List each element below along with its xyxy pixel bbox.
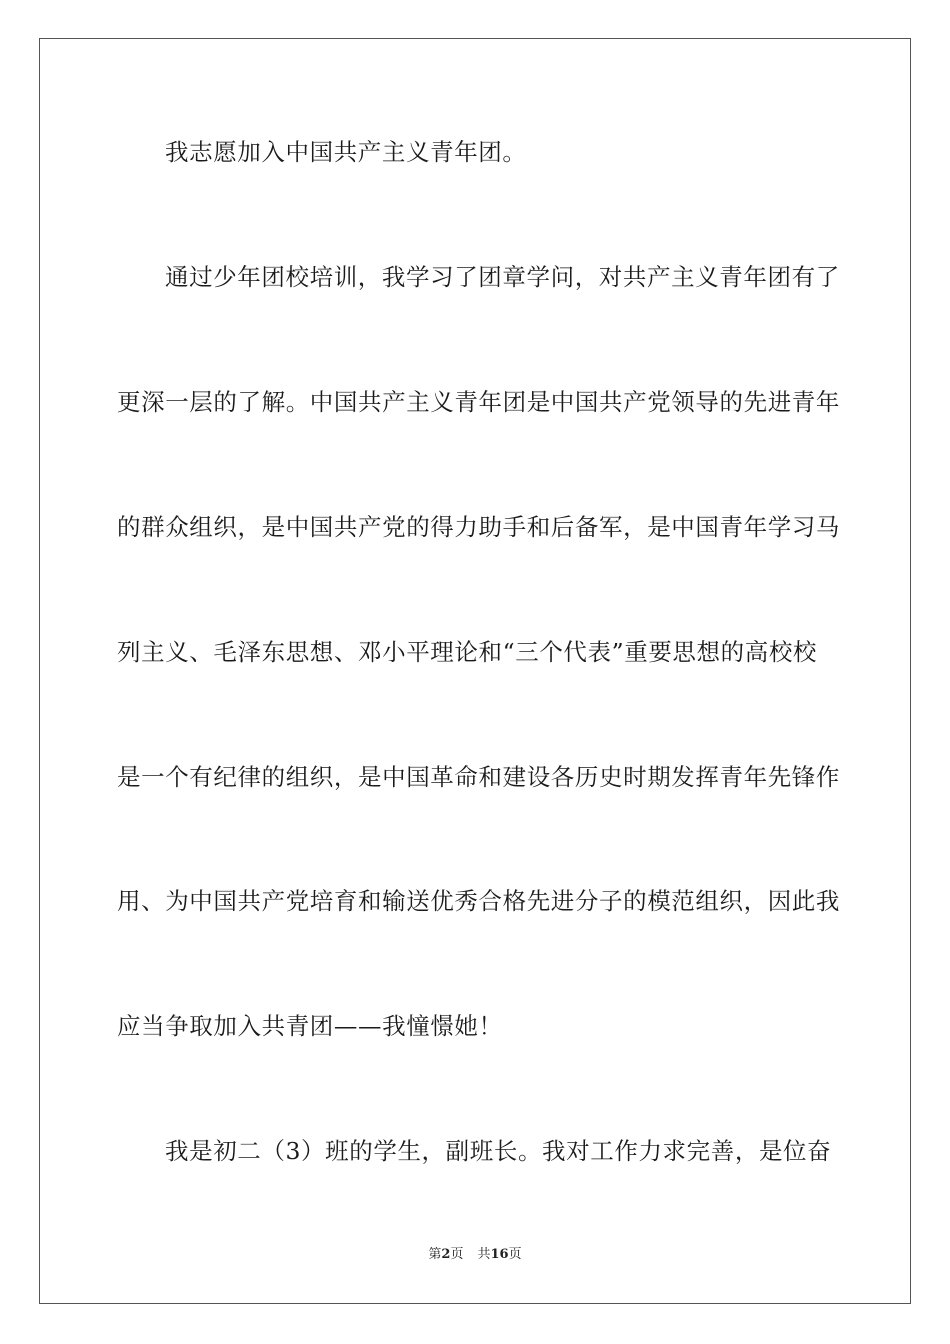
footer-total-prefix: 共 <box>477 1247 491 1262</box>
footer-page-suffix: 页 <box>450 1247 464 1262</box>
footer-page-number: 2 <box>441 1247 451 1262</box>
footer-total-suffix: 页 <box>508 1247 522 1262</box>
paragraph-line-1: 我志愿加入中国共产主义青年团。 <box>165 138 527 166</box>
paragraph-line-9: 我是初二（3）班的学生，副班长。我对工作力求完善，是位奋 <box>165 1137 832 1165</box>
paragraph-line-5: 列主义、毛泽东思想、邓小平理论和“三个代表”重要思想的高校校 <box>117 638 818 666</box>
footer-page-prefix: 第 <box>428 1247 442 1262</box>
paragraph-line-3: 更深一层的了解。中国共产主义青年团是中国共产党领导的先进青年 <box>117 388 840 416</box>
paragraph-line-8: 应当争取加入共青团——我憧憬她！ <box>117 1012 503 1040</box>
paragraph-line-7: 用、为中国共产党培育和输送优秀合格先进分子的模范组织，因此我 <box>117 887 840 915</box>
page-border <box>39 38 911 1304</box>
paragraph-line-2: 通过少年团校培训，我学习了团章学问，对共产主义青年团有了 <box>165 263 840 291</box>
paragraph-line-6: 是一个有纪律的组织，是中国革命和建设各历史时期发挥青年先锋作 <box>117 763 840 791</box>
footer-total-pages: 16 <box>490 1247 509 1262</box>
page-footer <box>0 1246 950 1264</box>
paragraph-line-4: 的群众组织，是中国共产党的得力助手和后备军，是中国青年学习马 <box>117 513 840 541</box>
